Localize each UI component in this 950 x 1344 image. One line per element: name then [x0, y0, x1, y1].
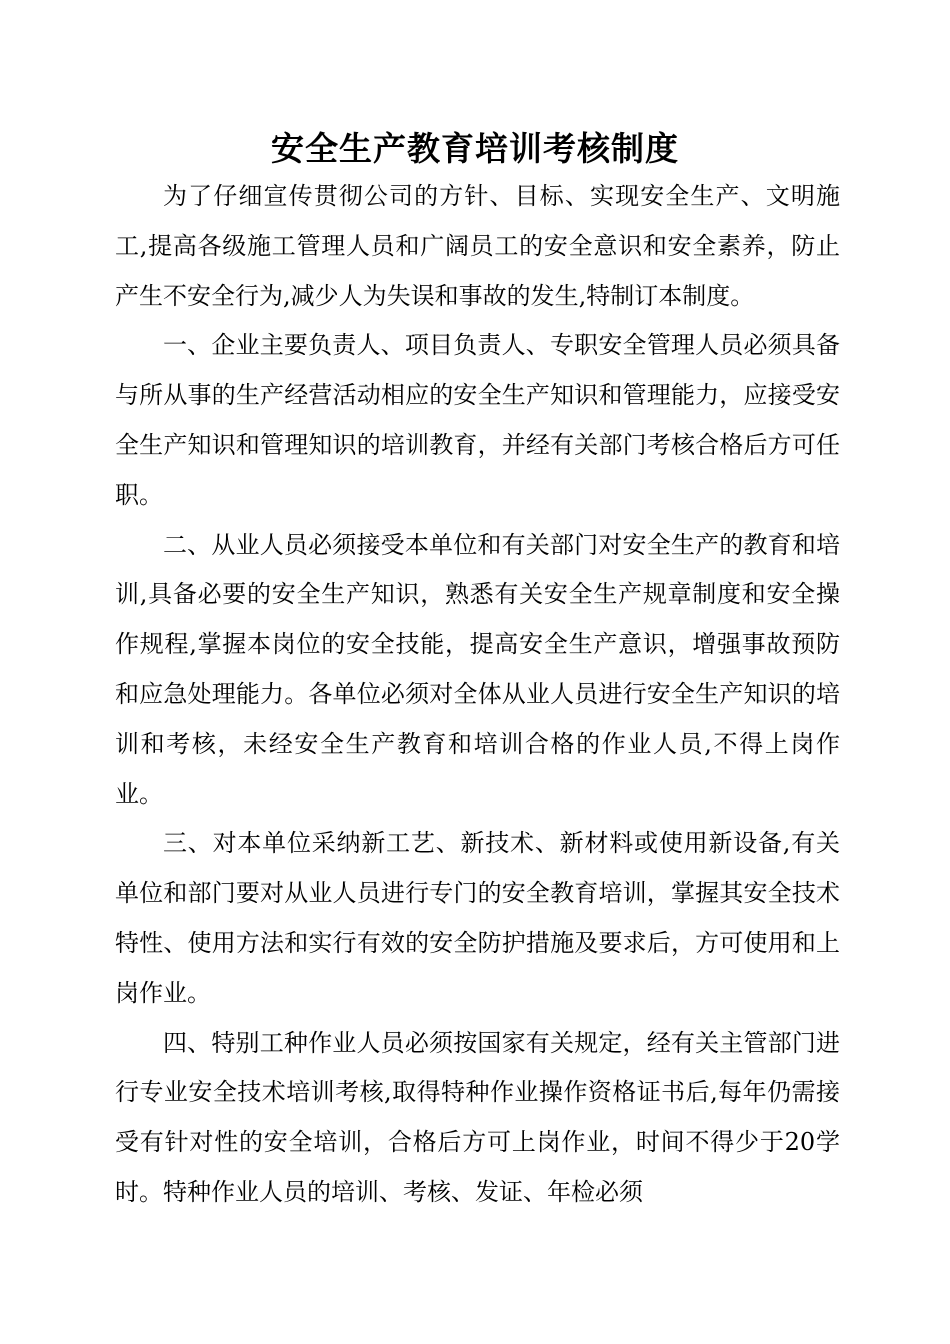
paragraph-section-1: 一、企业主要负责人、项目负责人、专职安全管理人员必须具备与所从事的生产经营活动相应的安全生产知识和管理能力，应接受安全生产知识和管理知识的培训教育，并经有关部门考核合格后方可任职。	[115, 331, 840, 509]
paragraph-section-2: 二、从业人员必须接受本单位和有关部门对安全生产的教育和培训,具备必要的安全生产知识，熟悉有关安全生产规章制度和安全操作规程,掌握本岗位的安全技能，提高安全生产意识，增强事故预防和应急处理能力。各单位必须对全体从业人员进行安全生产知识的培训和考核，未经安全生产教育和培训合格的作业人员,不得上岗作业。	[115, 530, 840, 808]
paragraph-section-3: 三、对本单位采纳新工艺、新技术、新材料或使用新设备,有关单位和部门要对从业人员进行专门的安全教育培训，掌握其安全技术特性、使用方法和实行有效的安全防护措施及要求后，方可使用和上岗作业。	[115, 829, 840, 1007]
document-title: 安全生产教育培训考核制度	[271, 129, 679, 168]
paragraph-section-4: 四、特别工种作业人员必须按国家有关规定，经有关主管部门进行专业安全技术培训考核,取得特种作业操作资格证书后,每年仍需接受有针对性的安全培训，合格后方可上岗作业，时间不得少于20学时。特种作业人员的培训、考核、发证、年检必须	[115, 1028, 840, 1206]
document-body	[115, 172, 840, 1218]
paragraph-intro: 为了仔细宣传贯彻公司的方针、目标、实现安全生产、文明施工,提高各级施工管理人员和广阔员工的安全意识和安全素养，防止产生不安全行为,减少人为失误和事故的发生,特制订本制度。	[115, 182, 840, 310]
